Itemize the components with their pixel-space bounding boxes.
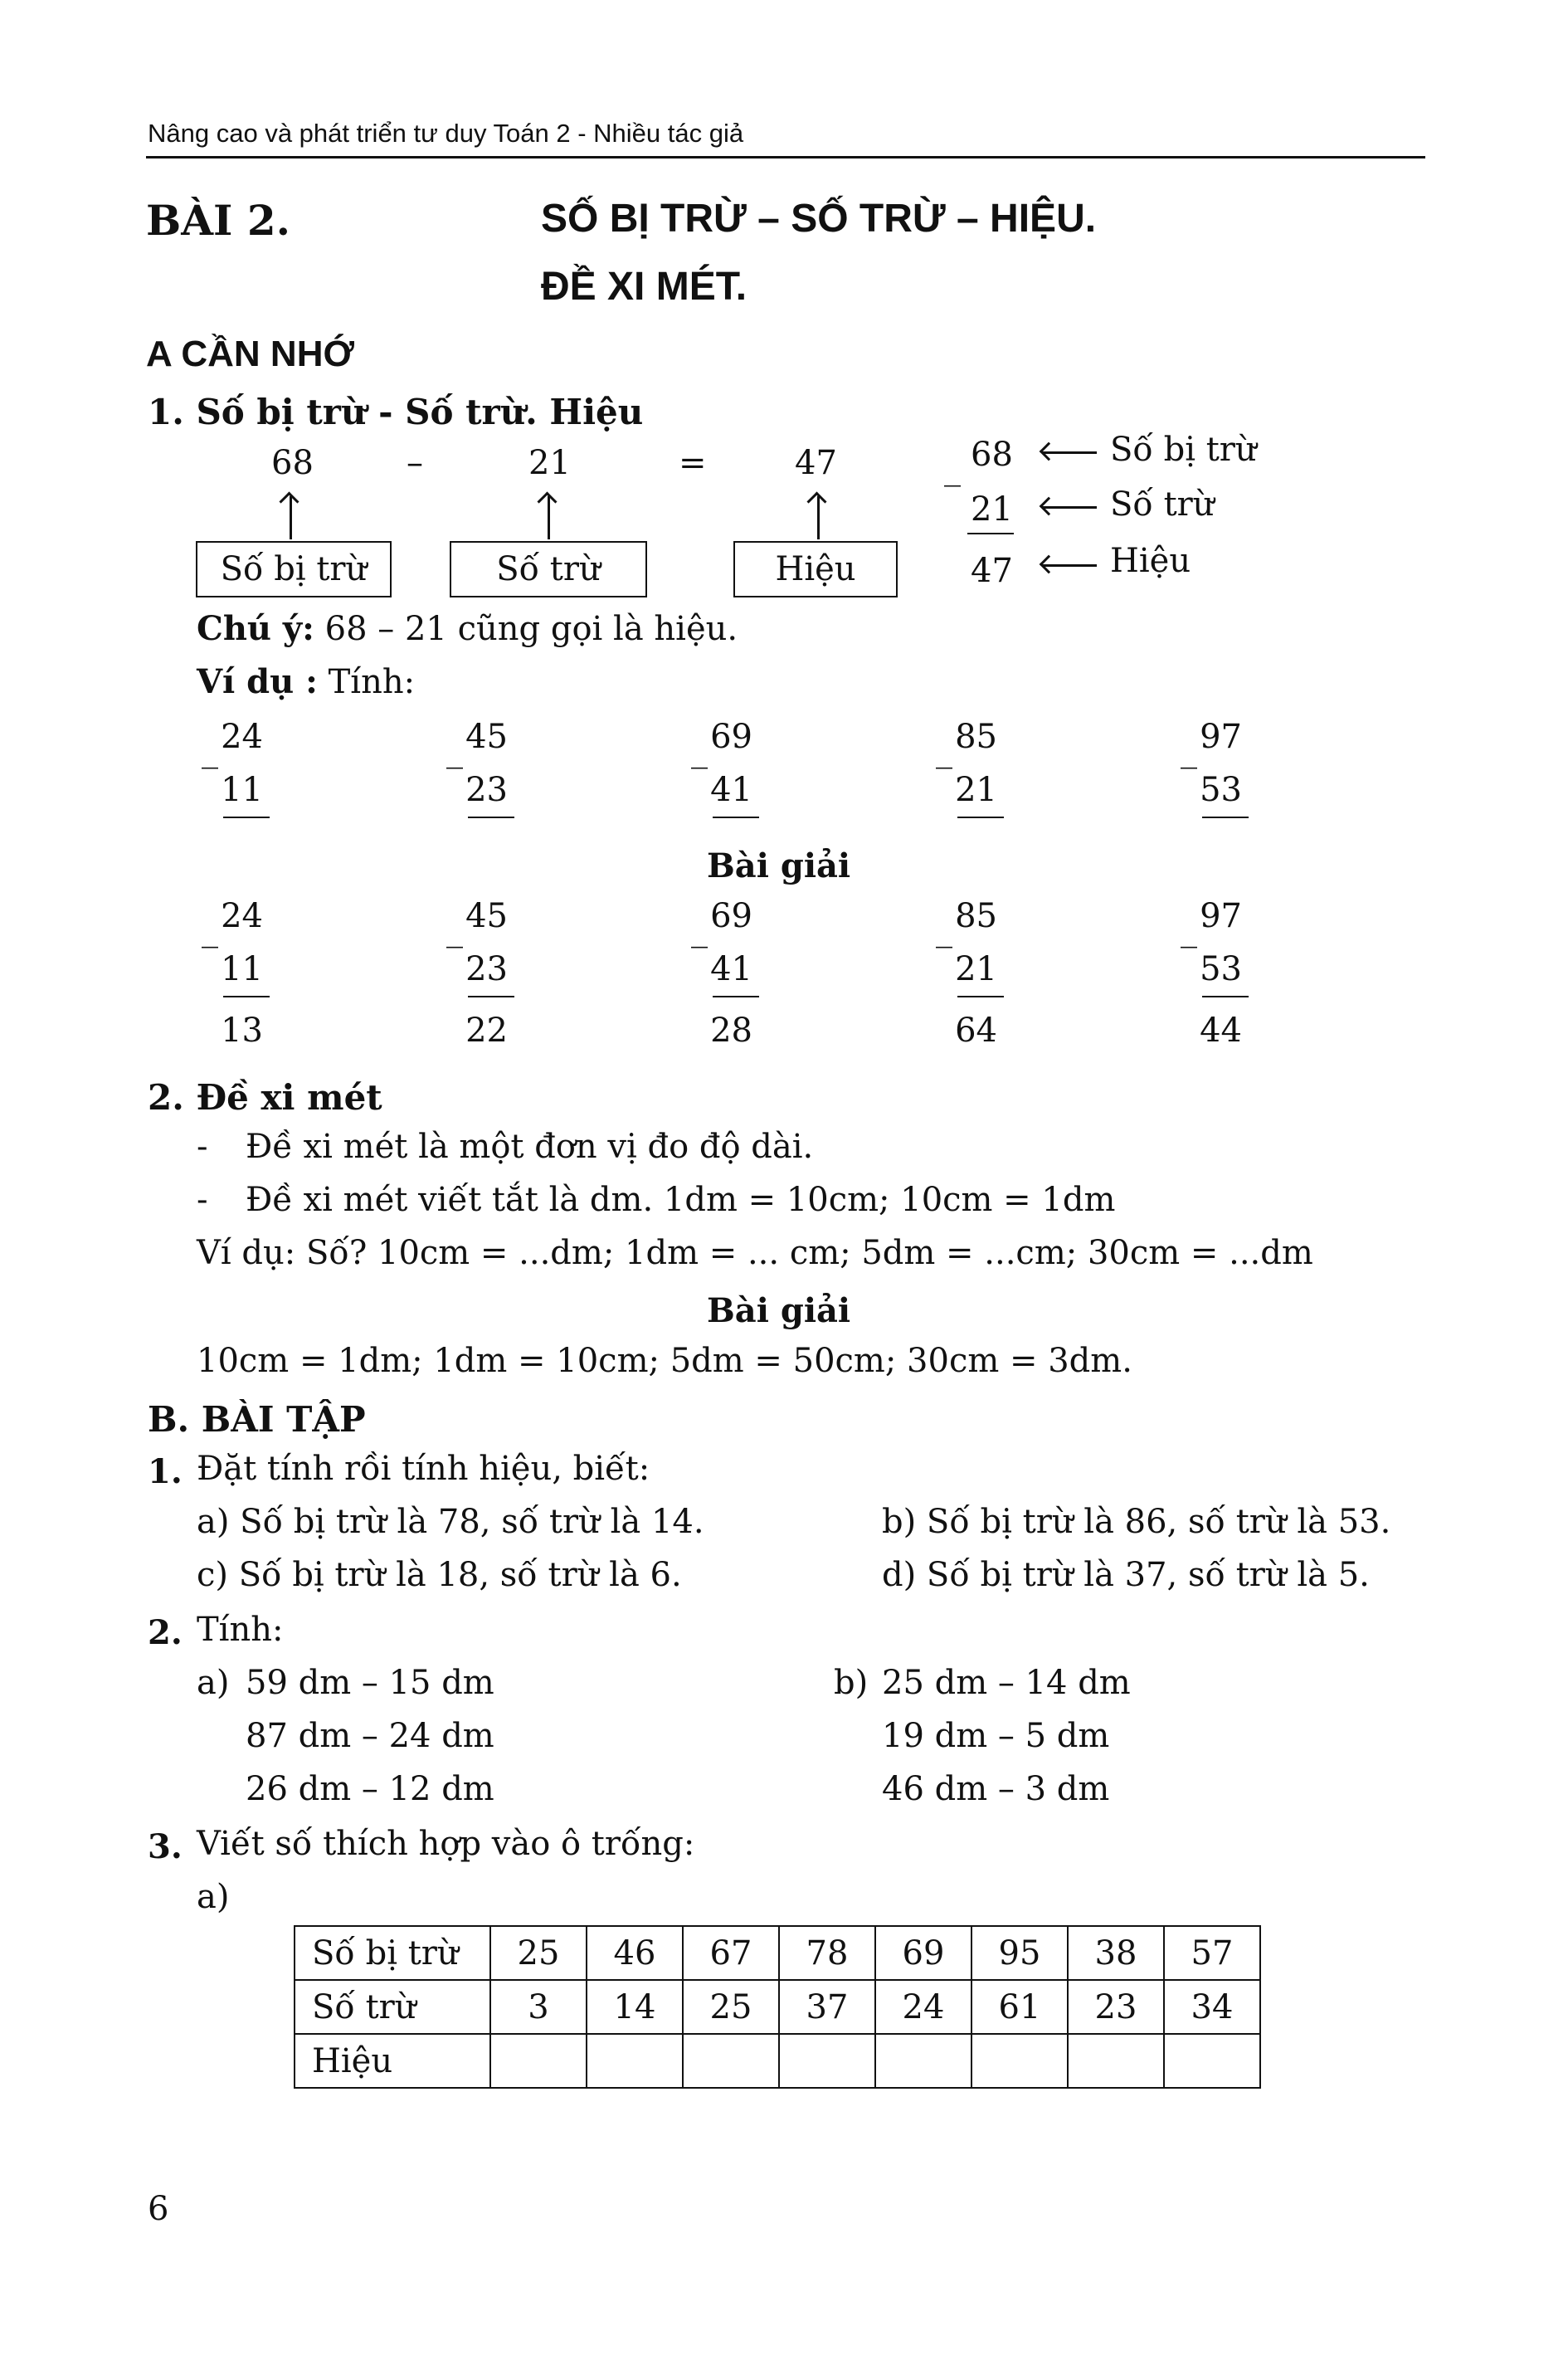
table-cell: 61 bbox=[971, 1980, 1068, 2034]
table-row bbox=[295, 1980, 1260, 2034]
problem-rule bbox=[713, 817, 759, 818]
table-cell[interactable] bbox=[875, 2034, 971, 2088]
lesson-title-line2: ĐỀ XI MÉT. bbox=[541, 265, 747, 309]
problem-result: 64 bbox=[955, 1012, 997, 1050]
table-cell[interactable] bbox=[971, 2034, 1068, 2088]
section-b-heading: B. BÀI TẬP bbox=[148, 1399, 366, 1440]
solution2-text: 10cm = 1dm; 1dm = 10cm; 5dm = 50cm; 30cm = 3dm. bbox=[197, 1342, 1132, 1380]
note-label: Chú ý: bbox=[197, 609, 314, 648]
problem-subtrahend: 41 bbox=[710, 771, 752, 809]
table-row bbox=[295, 2034, 1260, 2088]
up-arrow-icon bbox=[290, 496, 292, 539]
table-row-label: Hiệu bbox=[295, 2034, 490, 2088]
minus-sign: _ bbox=[446, 731, 463, 769]
table-cell[interactable] bbox=[1164, 2034, 1260, 2088]
table-row bbox=[295, 1926, 1260, 1980]
table-cell: 34 bbox=[1164, 1980, 1260, 2034]
example-label: Ví dụ : bbox=[197, 662, 318, 701]
problem-minuend: 85 bbox=[955, 718, 997, 756]
problem-rule bbox=[468, 996, 514, 997]
bullet-2: Đề xi mét viết tắt là dm. 1dm = 10cm; 10cm = 1dm bbox=[246, 1181, 1116, 1219]
box-minuend: Số bị trừ bbox=[196, 541, 392, 597]
ex2-b-label: b) bbox=[834, 1664, 869, 1702]
equation-subtrahend: 21 bbox=[528, 444, 571, 482]
table-cell: 25 bbox=[490, 1926, 587, 1980]
equation-difference: 47 bbox=[795, 444, 837, 482]
ex2-b-item: 46 dm – 3 dm bbox=[882, 1770, 1110, 1808]
example-text: Tính: bbox=[317, 663, 416, 701]
minus-sign: _ bbox=[446, 910, 463, 948]
ex3-a-label: a) bbox=[197, 1878, 230, 1916]
column-label-minuend: Số bị trừ bbox=[1110, 431, 1257, 469]
ex1-item-a: a) Số bị trừ là 78, số trừ là 14. bbox=[197, 1503, 704, 1541]
p1-heading: 1. Số bị trừ - Số trừ. Hiệu bbox=[148, 392, 644, 432]
ex1-item-d: d) Số bị trừ là 37, số trừ là 5. bbox=[882, 1556, 1370, 1594]
minus-sign: _ bbox=[202, 910, 218, 948]
header-rule bbox=[146, 156, 1425, 158]
problem-result: 44 bbox=[1200, 1012, 1242, 1050]
left-arrow-icon bbox=[1042, 564, 1097, 567]
ex1-item-b: b) Số bị trừ là 86, số trừ là 53. bbox=[882, 1503, 1391, 1541]
column-label-difference: Hiệu bbox=[1110, 542, 1191, 580]
minus-sign: _ bbox=[202, 731, 218, 769]
ex2-b-item: 19 dm – 5 dm bbox=[882, 1717, 1110, 1755]
minus-sign: _ bbox=[1181, 731, 1197, 769]
problem-subtrahend: 53 bbox=[1200, 950, 1242, 988]
box-difference: Hiệu bbox=[733, 541, 898, 597]
ex2-a-item: 87 dm – 24 dm bbox=[246, 1717, 494, 1755]
column-rule bbox=[967, 533, 1014, 534]
ex1-text: Đặt tính rồi tính hiệu, biết: bbox=[197, 1450, 650, 1488]
minus-sign: _ bbox=[1181, 910, 1197, 948]
table-cell: 14 bbox=[587, 1980, 683, 2034]
example-line bbox=[197, 662, 416, 701]
ex2-b-item: 25 dm – 14 dm bbox=[882, 1664, 1131, 1702]
problem-rule bbox=[957, 996, 1004, 997]
lesson-number: BÀI 2. bbox=[146, 196, 291, 245]
running-header: Nâng cao và phát triển tư duy Toán 2 - Nhiều tác giả bbox=[148, 119, 744, 148]
table-cell: 3 bbox=[490, 1980, 587, 2034]
table-cell: 78 bbox=[779, 1926, 875, 1980]
problem-subtrahend: 23 bbox=[465, 950, 508, 988]
problem-minuend: 69 bbox=[710, 897, 752, 935]
problem-subtrahend: 21 bbox=[955, 771, 997, 809]
bullet-mark: - bbox=[197, 1181, 208, 1219]
up-arrow-icon bbox=[817, 496, 820, 539]
table-cell[interactable] bbox=[779, 2034, 875, 2088]
problem-rule bbox=[957, 817, 1004, 818]
problem-minuend: 24 bbox=[221, 718, 263, 756]
ex2-a-label: a) bbox=[197, 1664, 230, 1702]
left-arrow-icon bbox=[1042, 506, 1097, 509]
problem-rule bbox=[223, 817, 270, 818]
problem-subtrahend: 41 bbox=[710, 950, 752, 988]
ex1-number: 1. bbox=[148, 1452, 183, 1491]
table-cell: 69 bbox=[875, 1926, 971, 1980]
table-cell: 38 bbox=[1068, 1926, 1164, 1980]
problem-minuend: 97 bbox=[1200, 897, 1242, 935]
up-arrow-icon bbox=[548, 496, 550, 539]
solution-heading: Bài giải bbox=[707, 846, 851, 885]
problem-minuend: 69 bbox=[710, 718, 752, 756]
problem-minuend: 45 bbox=[465, 897, 508, 935]
minus-sign: _ bbox=[936, 731, 952, 769]
table-cell: 23 bbox=[1068, 1980, 1164, 2034]
ex3-text: Viết số thích hợp vào ô trống: bbox=[197, 1825, 695, 1863]
table-cell[interactable] bbox=[1068, 2034, 1164, 2088]
lesson-title-line1: SỐ BỊ TRỪ – SỐ TRỪ – HIỆU. bbox=[541, 197, 1097, 241]
column-minuend: 68 bbox=[971, 436, 1013, 474]
equation-equals: = bbox=[679, 444, 707, 482]
ex2-a-item: 59 dm – 15 dm bbox=[246, 1664, 494, 1702]
bullet-1: Đề xi mét là một đơn vị đo độ dài. bbox=[246, 1128, 814, 1166]
column-subtrahend: 21 bbox=[971, 490, 1013, 529]
problem-subtrahend: 21 bbox=[955, 950, 997, 988]
ex2-a-item: 26 dm – 12 dm bbox=[246, 1770, 494, 1808]
problem-subtrahend: 53 bbox=[1200, 771, 1242, 809]
ex2-number: 2. bbox=[148, 1613, 183, 1652]
problem-subtrahend: 11 bbox=[221, 771, 263, 809]
table-cell[interactable] bbox=[490, 2034, 587, 2088]
problem-minuend: 45 bbox=[465, 718, 508, 756]
column-minus-sign: _ bbox=[944, 449, 961, 487]
problem-rule bbox=[468, 817, 514, 818]
table-row-label: Số bị trừ bbox=[295, 1926, 490, 1980]
problem-minuend: 85 bbox=[955, 897, 997, 935]
table-cell: 24 bbox=[875, 1980, 971, 2034]
problem-result: 22 bbox=[465, 1012, 508, 1050]
ex1-item-c: c) Số bị trừ là 18, số trừ là 6. bbox=[197, 1556, 682, 1594]
ex3-table bbox=[294, 1925, 1261, 2089]
problem-rule bbox=[1202, 817, 1249, 818]
note-text: 68 – 21 cũng gọi là hiệu. bbox=[314, 610, 738, 648]
table-cell[interactable] bbox=[587, 2034, 683, 2088]
table-cell: 67 bbox=[683, 1926, 779, 1980]
table-cell: 95 bbox=[971, 1926, 1068, 1980]
column-label-subtrahend: Số trừ bbox=[1110, 485, 1215, 524]
problem-subtrahend: 23 bbox=[465, 771, 508, 809]
box-subtrahend: Số trừ bbox=[450, 541, 647, 597]
ex3-number: 3. bbox=[148, 1827, 183, 1866]
problem-minuend: 97 bbox=[1200, 718, 1242, 756]
section-a-heading: A CẦN NHỚ bbox=[146, 334, 355, 374]
problem-subtrahend: 11 bbox=[221, 950, 263, 988]
problem-minuend: 24 bbox=[221, 897, 263, 935]
p2-heading: 2. Đề xi mét bbox=[148, 1077, 382, 1118]
table-cell: 46 bbox=[587, 1926, 683, 1980]
table-row-label: Số trừ bbox=[295, 1980, 490, 2034]
solution2-heading: Bài giải bbox=[707, 1291, 851, 1330]
bullet-mark: - bbox=[197, 1128, 208, 1166]
page-number: 6 bbox=[148, 2190, 169, 2228]
problem-result: 13 bbox=[221, 1012, 263, 1050]
problem-rule bbox=[1202, 996, 1249, 997]
example-2: Ví dụ: Số? 10cm = ...dm; 1dm = ... cm; 5dm = ...cm; 30cm = ...dm bbox=[197, 1234, 1313, 1272]
equation-minus: – bbox=[407, 444, 423, 482]
table-cell: 57 bbox=[1164, 1926, 1260, 1980]
table-cell[interactable] bbox=[683, 2034, 779, 2088]
table-cell: 37 bbox=[779, 1980, 875, 2034]
problem-result: 28 bbox=[710, 1012, 752, 1050]
minus-sign: _ bbox=[691, 910, 708, 948]
minus-sign: _ bbox=[691, 731, 708, 769]
ex2-text: Tính: bbox=[197, 1611, 284, 1649]
note-line bbox=[197, 609, 738, 648]
table-cell: 25 bbox=[683, 1980, 779, 2034]
minus-sign: _ bbox=[936, 910, 952, 948]
column-difference: 47 bbox=[971, 552, 1013, 590]
problem-rule bbox=[713, 996, 759, 997]
equation-minuend: 68 bbox=[271, 444, 314, 482]
left-arrow-icon bbox=[1042, 451, 1097, 454]
problem-rule bbox=[223, 996, 270, 997]
